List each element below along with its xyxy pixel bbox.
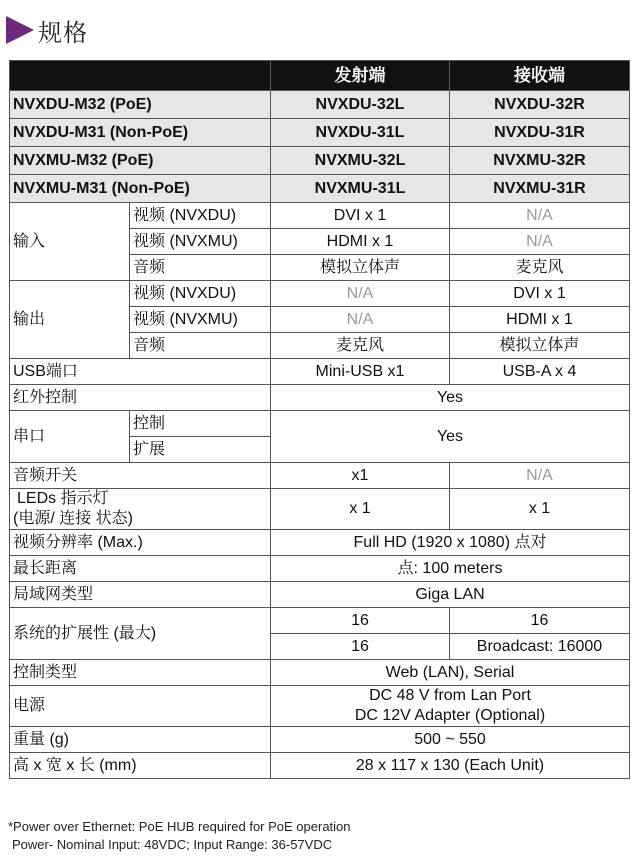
audio-switch-row xyxy=(10,463,630,489)
model-tx: NVXDU-31L xyxy=(271,119,450,147)
serial-label: 串口 xyxy=(10,411,130,463)
size-label: 高 x 宽 x 长 (mm) xyxy=(10,753,271,779)
header-blank-cell xyxy=(10,61,271,91)
audio-switch-label: 音频开关 xyxy=(10,463,271,489)
size-value: 28 x 117 x 130 (Each Unit) xyxy=(271,753,630,779)
input-rx-value: N/A xyxy=(450,229,630,255)
resolution-label: 视频分辨率 (Max.) xyxy=(10,530,271,556)
serial-sub-control: 控制 xyxy=(130,411,271,437)
weight-value: 500 ~ 550 xyxy=(271,727,630,753)
usb-row xyxy=(10,359,630,385)
input-rx-value: 麦克风 xyxy=(450,255,630,281)
model-name: NVXMU-M32 (PoE) xyxy=(10,147,271,175)
model-tx: NVXDU-32L xyxy=(271,91,450,119)
usb-rx: USB-A x 4 xyxy=(450,359,630,385)
lan-row xyxy=(10,582,630,608)
output-label: 输出 xyxy=(10,281,130,359)
distance-label: 最长距离 xyxy=(10,556,271,582)
model-rx: NVXMU-32R xyxy=(450,147,630,175)
ir-label: 红外控制 xyxy=(10,385,271,411)
output-sub-label: 视频 (NVXMU) xyxy=(130,307,271,333)
model-rx: NVXDU-31R xyxy=(450,119,630,147)
expand-tx-1: 16 xyxy=(271,608,450,634)
distance-row xyxy=(10,556,630,582)
input-tx-value: HDMI x 1 xyxy=(271,229,450,255)
resolution-row xyxy=(10,530,630,556)
section-heading xyxy=(6,12,88,48)
leds-rx: x 1 xyxy=(450,489,630,530)
spec-table xyxy=(9,60,630,779)
model-row xyxy=(10,119,630,147)
audio-switch-tx: x1 xyxy=(271,463,450,489)
footnote-line2: Power- Nominal Input: 48VDC; Input Range: 36-57VDC xyxy=(12,837,333,852)
model-rx: NVXMU-31R xyxy=(450,175,630,203)
size-row xyxy=(10,753,630,779)
expand-rx-1: 16 xyxy=(450,608,630,634)
usb-tx: Mini-USB x1 xyxy=(271,359,450,385)
weight-label: 重量 (g) xyxy=(10,727,271,753)
output-sub-label: 视频 (NVXDU) xyxy=(130,281,271,307)
input-tx-value: 模拟立体声 xyxy=(271,255,450,281)
model-tx: NVXMU-31L xyxy=(271,175,450,203)
leds-label-line2: (电源/ 连接 状态) xyxy=(13,510,133,527)
power-row xyxy=(10,686,630,727)
footnote-line1: *Power over Ethernet: PoE HUB required for PoE operation xyxy=(8,819,351,834)
section-title: 规格 xyxy=(38,18,88,47)
output-rx-value: 模拟立体声 xyxy=(450,333,630,359)
input-tx-value: DVI x 1 xyxy=(271,203,450,229)
model-tx: NVXMU-32L xyxy=(271,147,450,175)
model-rx: NVXDU-32R xyxy=(450,91,630,119)
power-label: 电源 xyxy=(10,686,271,727)
input-rx-value: N/A xyxy=(450,203,630,229)
leds-row xyxy=(10,489,630,530)
leds-label xyxy=(10,489,271,530)
model-name: NVXDU-M31 (Non-PoE) xyxy=(10,119,271,147)
output-tx-value: N/A xyxy=(271,307,450,333)
leds-label-line1: LEDs 指示灯 xyxy=(17,490,109,507)
model-row xyxy=(10,147,630,175)
ir-row xyxy=(10,385,630,411)
output-tx-value: N/A xyxy=(271,281,450,307)
power-line2: DC 12V Adapter (Optional) xyxy=(354,707,546,724)
input-label: 输入 xyxy=(10,203,130,281)
control-row xyxy=(10,660,630,686)
control-label: 控制类型 xyxy=(10,660,271,686)
resolution-value: Full HD (1920 x 1080) 点对 xyxy=(271,530,630,556)
triangle-bullet-icon xyxy=(6,16,34,44)
expand-tx-2: 16 xyxy=(271,634,450,660)
leds-tx: x 1 xyxy=(271,489,450,530)
header-receiver: 接收端 xyxy=(450,61,630,91)
lan-value: Giga LAN xyxy=(271,582,630,608)
header-transmitter: 发射端 xyxy=(271,61,450,91)
power-line1: DC 48 V from Lan Port xyxy=(369,687,531,704)
expand-label: 系统的扩展性 (最大) xyxy=(10,608,271,660)
table-header-row xyxy=(10,61,630,91)
serial-value: Yes xyxy=(271,411,630,463)
input-row xyxy=(10,203,630,229)
expand-rx-2: Broadcast: 16000 xyxy=(450,634,630,660)
input-sub-label: 音频 xyxy=(130,255,271,281)
output-tx-value: 麦克风 xyxy=(271,333,450,359)
distance-value: 点: 100 meters xyxy=(271,556,630,582)
footnote xyxy=(8,818,351,854)
lan-label: 局域网类型 xyxy=(10,582,271,608)
output-sub-label: 音频 xyxy=(130,333,271,359)
control-value: Web (LAN), Serial xyxy=(271,660,630,686)
output-rx-value: DVI x 1 xyxy=(450,281,630,307)
audio-switch-rx: N/A xyxy=(450,463,630,489)
model-name: NVXMU-M31 (Non-PoE) xyxy=(10,175,271,203)
model-row xyxy=(10,175,630,203)
model-name: NVXDU-M32 (PoE) xyxy=(10,91,271,119)
expand-row xyxy=(10,608,630,634)
power-value xyxy=(271,686,630,727)
usb-label: USB端口 xyxy=(10,359,271,385)
ir-value: Yes xyxy=(271,385,630,411)
output-rx-value: HDMI x 1 xyxy=(450,307,630,333)
serial-row xyxy=(10,411,630,437)
model-row xyxy=(10,91,630,119)
weight-row xyxy=(10,727,630,753)
input-sub-label: 视频 (NVXMU) xyxy=(130,229,271,255)
serial-sub-extend: 扩展 xyxy=(130,437,271,463)
output-row xyxy=(10,281,630,307)
input-sub-label: 视频 (NVXDU) xyxy=(130,203,271,229)
